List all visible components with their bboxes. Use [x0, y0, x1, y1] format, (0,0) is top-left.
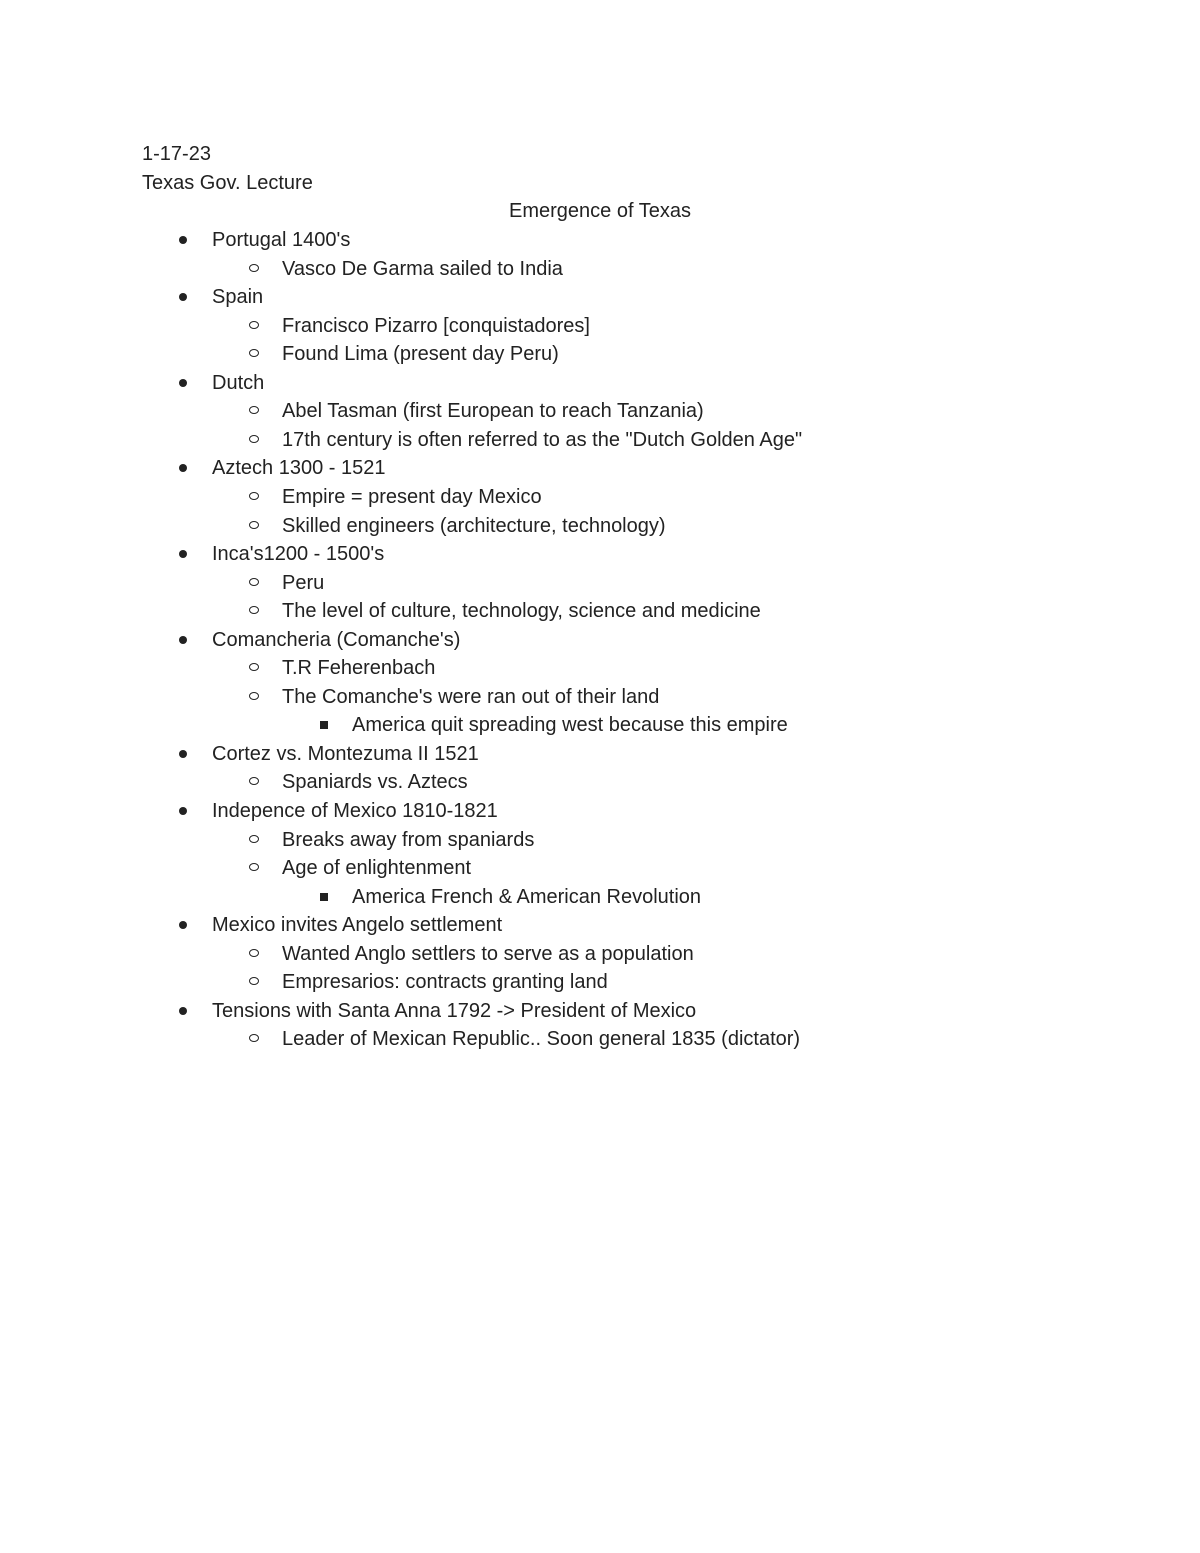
filled-circle-bullet-icon: [179, 464, 187, 472]
hollow-circle-bullet-icon: [249, 264, 259, 272]
outline-item-level-1: [0, 371, 1200, 395]
outline-item-text: Empire = present day Mexico: [282, 486, 542, 508]
outline-item-level-2: [0, 428, 1200, 452]
outline-item-text: Skilled engineers (architecture, technology): [282, 515, 666, 537]
outline-item-level-2: [0, 856, 1200, 880]
course-name: Texas Gov. Lecture: [142, 172, 313, 194]
outline-item-text: America quit spreading west because this empire: [352, 714, 788, 736]
outline-item-text: Breaks away from spaniards: [282, 829, 535, 851]
outline-item-text: Comancheria (Comanche's): [212, 629, 461, 651]
hollow-circle-bullet-icon: [249, 578, 259, 586]
outline-item-text: 17th century is often referred to as the "Dutch Golden Age": [282, 429, 803, 451]
outline-item-level-2: [0, 599, 1200, 623]
outline-item-text: Spaniards vs. Aztecs: [282, 771, 468, 793]
hollow-circle-bullet-icon: [249, 663, 259, 671]
outline-item-level-2: [0, 399, 1200, 423]
outline-item-level-1: [0, 228, 1200, 252]
filled-circle-bullet-icon: [179, 921, 187, 929]
hollow-circle-bullet-icon: [249, 777, 259, 785]
outline-item-level-2: [0, 685, 1200, 709]
outline-item-level-1: [0, 913, 1200, 937]
outline-item-level-1: [0, 542, 1200, 566]
hollow-circle-bullet-icon: [249, 492, 259, 500]
filled-circle-bullet-icon: [179, 807, 187, 815]
outline-item-level-2: [0, 828, 1200, 852]
hollow-circle-bullet-icon: [249, 321, 259, 329]
outline-item-text: Leader of Mexican Republic.. Soon general 1835 (dictator): [282, 1028, 801, 1050]
filled-square-bullet-icon: [320, 721, 328, 729]
outline-item-text: Spain: [212, 286, 264, 308]
filled-circle-bullet-icon: [179, 550, 187, 558]
outline-item-text: Abel Tasman (first European to reach Tanzania): [282, 400, 704, 422]
outline-item-level-2: [0, 942, 1200, 966]
outline-item-text: The level of culture, technology, science and medicine: [282, 600, 761, 622]
outline-item-level-1: [0, 628, 1200, 652]
outline-item-text: Tensions with Santa Anna 1792 -> President of Mexico: [212, 1000, 697, 1022]
outline-item-level-1: [0, 999, 1200, 1023]
outline-item-level-2: [0, 970, 1200, 994]
outline-item-level-1: [0, 456, 1200, 480]
filled-circle-bullet-icon: [179, 636, 187, 644]
lecture-date: 1-17-23: [142, 143, 211, 165]
hollow-circle-bullet-icon: [249, 406, 259, 414]
outline-item-text: Francisco Pizarro [conquistadores]: [282, 315, 590, 337]
outline-item-text: Inca's1200 - 1500's: [212, 543, 385, 565]
outline-item-text: Dutch: [212, 372, 265, 394]
outline-item-level-2: [0, 656, 1200, 680]
outline-item-text: Empresarios: contracts granting land: [282, 971, 608, 993]
outline-item-text: Wanted Anglo settlers to serve as a population: [282, 943, 694, 965]
outline-item-level-2: [0, 342, 1200, 366]
hollow-circle-bullet-icon: [249, 692, 259, 700]
hollow-circle-bullet-icon: [249, 349, 259, 357]
hollow-circle-bullet-icon: [249, 977, 259, 985]
outline-item-level-2: [0, 514, 1200, 538]
outline-item-level-2: [0, 571, 1200, 595]
outline-item-level-2: [0, 257, 1200, 281]
outline-item-level-2: [0, 770, 1200, 794]
outline-item-level-3: [0, 885, 1200, 909]
hollow-circle-bullet-icon: [249, 949, 259, 957]
outline-item-text: Peru: [282, 572, 325, 594]
hollow-circle-bullet-icon: [249, 606, 259, 614]
outline-item-text: Mexico invites Angelo settlement: [212, 914, 503, 936]
filled-circle-bullet-icon: [179, 750, 187, 758]
hollow-circle-bullet-icon: [249, 1034, 259, 1042]
outline-item-text: Vasco De Garma sailed to India: [282, 258, 563, 280]
outline-item-level-1: [0, 285, 1200, 309]
outline-item-text: America French & American Revolution: [352, 886, 702, 908]
outline-item-text: Age of enlightenment: [282, 857, 472, 879]
outline-item-text: Portugal 1400's: [212, 229, 351, 251]
outline-item-text: Found Lima (present day Peru): [282, 343, 559, 365]
hollow-circle-bullet-icon: [249, 435, 259, 443]
filled-circle-bullet-icon: [179, 236, 187, 244]
outline-item-text: Indepence of Mexico 1810-1821: [212, 800, 498, 822]
outline-item-text: Cortez vs. Montezuma II 1521: [212, 743, 479, 765]
filled-circle-bullet-icon: [179, 293, 187, 301]
filled-circle-bullet-icon: [179, 379, 187, 387]
hollow-circle-bullet-icon: [249, 835, 259, 843]
filled-square-bullet-icon: [320, 893, 328, 901]
outline-item-level-1: [0, 742, 1200, 766]
hollow-circle-bullet-icon: [249, 521, 259, 529]
page-title: Emergence of Texas: [509, 200, 691, 222]
filled-circle-bullet-icon: [179, 1007, 187, 1015]
outline-item-text: Aztech 1300 - 1521: [212, 457, 386, 479]
outline-item-text: T.R Feherenbach: [282, 657, 436, 679]
outline-item-text: The Comanche's were ran out of their land: [282, 686, 660, 708]
outline-item-level-1: [0, 799, 1200, 823]
outline-item-level-2: [0, 1027, 1200, 1051]
hollow-circle-bullet-icon: [249, 863, 259, 871]
outline-item-level-3: [0, 713, 1200, 737]
outline-item-level-2: [0, 485, 1200, 509]
outline-item-level-2: [0, 314, 1200, 338]
